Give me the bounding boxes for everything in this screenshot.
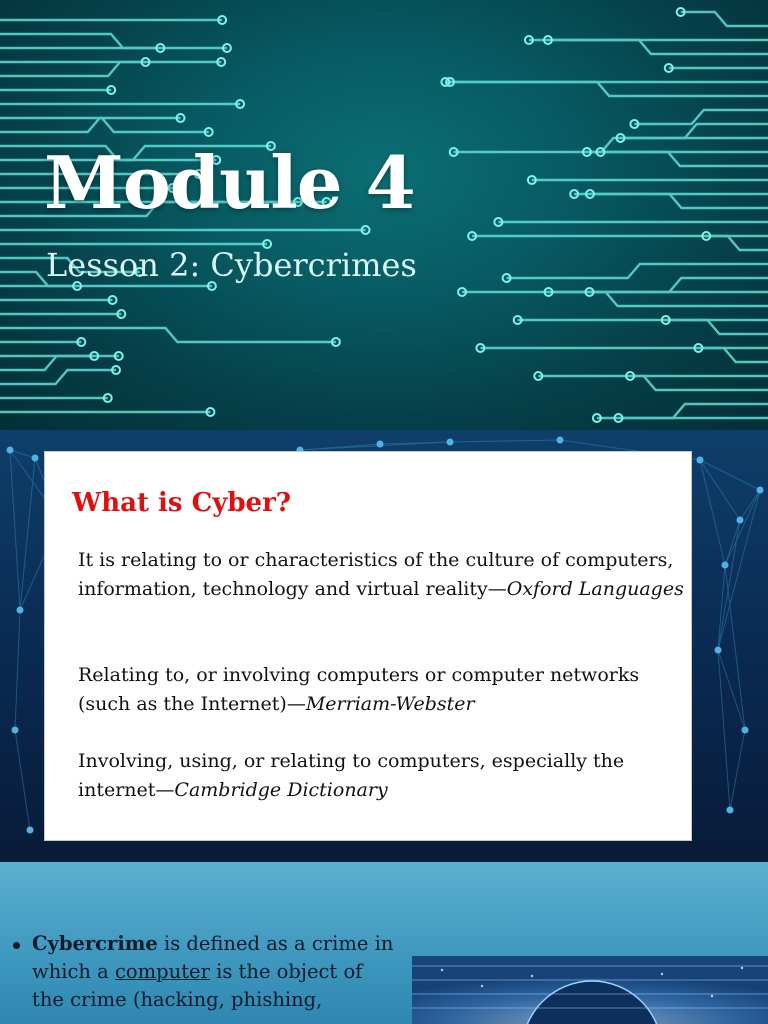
definition-text: Relating to, or involving computers or computer networks (such as the Internet)— [78, 664, 640, 715]
module-title: Module 4 [44, 140, 415, 225]
definition-text: Involving, using, or relating to computers, especially the internet— [78, 750, 625, 801]
cybercrime-slide [0, 862, 768, 1024]
definition-source: Oxford Languages [506, 578, 684, 600]
definition-oxford [78, 546, 688, 604]
definition-card [44, 451, 692, 841]
card-heading: What is Cyber? [72, 488, 292, 518]
definition-merriam-webster [78, 661, 688, 719]
cybercrime-bullet [32, 930, 400, 1014]
title-slide [0, 0, 768, 430]
definition-cambridge [78, 747, 688, 805]
bullet-text-b: is the object of the crime (hacking, phishing, [32, 960, 363, 1011]
definition-text: It is relating to or characteristics of the culture of computers, information, technology and virtual reality— [78, 549, 674, 600]
globe-network-icon [412, 956, 768, 1024]
term-cybercrime: Cybercrime [32, 932, 158, 955]
bullet-icon [13, 942, 20, 949]
cyber-world-network-image [412, 956, 768, 1024]
lesson-subtitle: Lesson 2: Cybercrimes [46, 246, 417, 284]
computer-link[interactable]: computer [115, 960, 210, 983]
bullet-text-a: is defined as a crime in which a [32, 932, 394, 983]
definition-source: Cambridge Dictionary [174, 779, 388, 801]
definition-source: Merriam-Webster [305, 693, 475, 715]
definition-slide [0, 430, 768, 862]
